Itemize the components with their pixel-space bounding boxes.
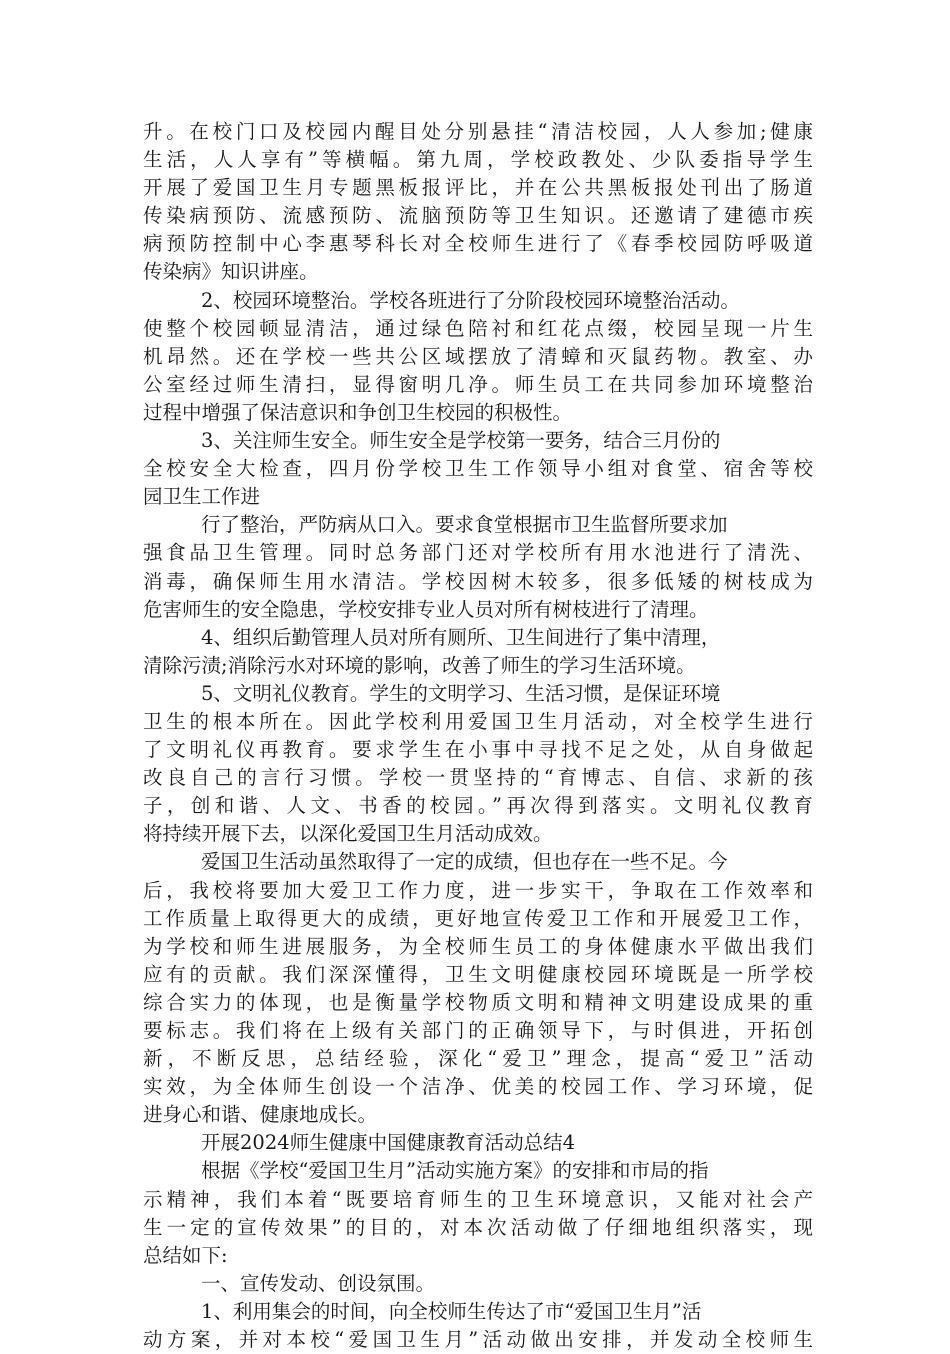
- text-line: 开展了爱国卫生月专题黑板报评比，并在公共黑板报处刊出了肠道: [143, 176, 813, 200]
- paragraph-start-line: 5、文明礼仪教育。学生的文明学习、生活习惯，是保证环境: [201, 681, 721, 705]
- text-line: 要标志。我们将在上级有关部门的正确领导下，与时俱进，开拓创: [143, 1019, 813, 1042]
- text-line: 综合实力的体现，也是衡量学校物质文明和精神文明建设成果的重: [143, 990, 813, 1014]
- text-line: 危害师生的安全隐患，学校安排专业人员对所有树枝进行了清理。: [143, 597, 709, 621]
- text-line: 工作质量上取得更大的成绩，更好地宣传爱卫工作和开展爱卫工作，: [143, 906, 813, 930]
- text-line: 过程中增强了保洁意识和争创卫生校园的积极性。: [143, 400, 573, 424]
- text-line: 园卫生工作进: [143, 485, 261, 509]
- text-line: 病预防控制中心李惠琴科长对全校师生进行了《春季校园防呼吸道: [143, 232, 813, 256]
- text-line: 了文明礼仪再教育。要求学生在小事中寻找不足之处，从自身做起: [143, 738, 813, 762]
- paragraph-start-line: 2、校园环境整治。学校各班进行了分阶段校园环境整治活动。: [201, 288, 740, 312]
- text-line: 公室经过师生清扫，显得窗明几净。师生员工在共同参加环境整治: [143, 372, 813, 396]
- text-line: 为学校和师生进展服务，为全校师生员工的身体健康水平做出我们: [143, 934, 813, 958]
- text-line: 消毒，确保师生用水清洁。学校因树木较多，很多低矮的树枝成为: [143, 569, 813, 593]
- paragraph-start-line: 爱国卫生活动虽然取得了一定的成绩，但也存在一些不足。今: [201, 850, 728, 874]
- text-line: 改良自己的言行习惯。学校一贯坚持的“育博志、自信、求新的孩: [143, 766, 813, 790]
- text-line: 强食品卫生管理。同时总务部门还对学校所有用水池进行了清洗、: [143, 541, 813, 565]
- text-line: 全校安全大检查，四月份学校卫生工作领导小组对食堂、宿舍等校: [143, 457, 813, 481]
- text-line: 示精神，我们本着“既要培育师生的卫生环境意识，又能对社会产: [143, 1187, 813, 1211]
- text-line: 应有的贡献。我们深深懂得，卫生文明健康校园环境既是一所学校: [143, 962, 813, 986]
- text-line: 使整个校园顿显清洁，通过绿色陪衬和红花点缀，校园呈现一片生: [143, 316, 813, 340]
- text-line: 机昂然。还在学校一些共公区域摆放了清蟑和灭鼠药物。教室、办: [143, 344, 813, 368]
- text-line: 传染病》知识讲座。: [143, 260, 319, 284]
- section-heading: 开展2024师生健康中国健康教育活动总结4: [201, 1131, 576, 1155]
- paragraph-start-line: 行了整治，严防病从口入。要求食堂根据市卫生监督所要求加: [201, 513, 728, 537]
- paragraph-start-line: 4、组织后勤管理人员对所有厕所、卫生间进行了集中清理，: [201, 625, 721, 649]
- text-line: 卫生的根本所在。因此学校利用爱国卫生月活动，对全校学生进行: [143, 709, 813, 733]
- paragraph-start-line: 1、利用集会的时间，向全校师生传达了市“爱国卫生月”活: [201, 1299, 702, 1323]
- subsection-heading: 一、宣传发动、创设氛围。: [201, 1271, 436, 1295]
- text-line: 升。在校门口及校园内醒目处分别悬挂“清洁校园，人人参加;健康: [143, 120, 813, 143]
- text-line: 清除污渍;消除污水对环境的影响，改善了师生的学习生活环境。: [143, 653, 696, 677]
- text-line: 生活，人人享有”等横幅。第九周，学校政教处、少队委指导学生: [143, 148, 813, 172]
- text-line: 将持续开展下去，以深化爱国卫生月活动成效。: [143, 822, 553, 846]
- text-line: 新，不断反思，总结经验，深化“爱卫”理念，提高“爱卫”活动: [143, 1047, 813, 1071]
- text-line: 后，我校将要加大爱卫工作力度，进一步实干，争取在工作效率和: [143, 878, 813, 902]
- text-line: 子，创和谐、人文、书香的校园。”再次得到落实。文明礼仪教育: [143, 794, 813, 818]
- text-line: 进身心和谐、健康地成长。: [143, 1103, 378, 1127]
- document-body: [143, 118, 813, 1354]
- paragraph-start-line: 根据《学校“爱国卫生月”活动实施方案》的安排和市局的指: [201, 1159, 709, 1183]
- text-line: 动方案，并对本校“爱国卫生月”活动做出安排，并发动全校师生: [143, 1328, 813, 1352]
- text-line: 总结如下:: [143, 1243, 228, 1267]
- text-line: 实效，为全体师生创设一个洁净、优美的校园工作、学习环境，促: [143, 1075, 813, 1099]
- text-line: 生一定的宣传效果”的目的，对本次活动做了仔细地组织落实，现: [143, 1215, 813, 1239]
- paragraph-start-line: 3、关注师生安全。师生安全是学校第一要务，结合三月份的: [201, 429, 721, 453]
- text-line: 传染病预防、流感预防、流脑预防等卫生知识。还邀请了建德市疾: [143, 204, 813, 228]
